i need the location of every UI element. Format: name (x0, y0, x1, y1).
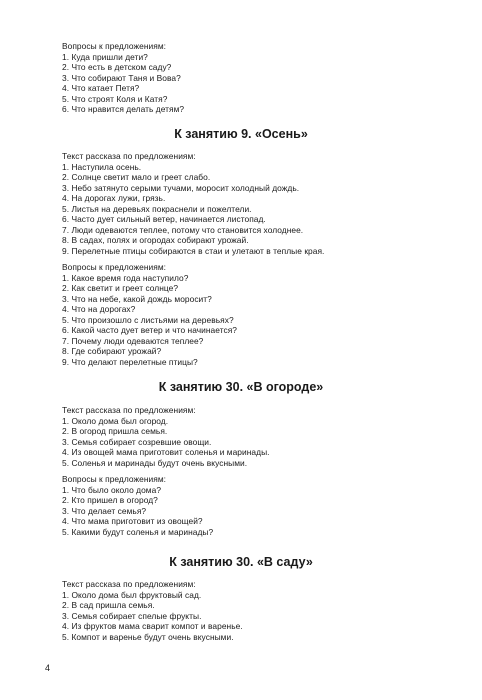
question-item: 4. Что на дорогах? (62, 304, 136, 314)
question-item: 4. Что катает Петя? (62, 83, 140, 93)
story-sentence: 1. Около дома был огород. (62, 415, 169, 426)
story-sentence: 2. В сад пришла семья. (62, 600, 155, 610)
story-sentence: 5. Компот и варенье будут очень вкусными. (62, 631, 234, 642)
question-item: 2. Кто пришел в огород? (62, 495, 158, 505)
story-heading: Текст рассказа по предложениям: (62, 579, 196, 589)
question-item: 2. Что есть в детском саду? (62, 62, 172, 72)
garden-story-block (62, 405, 442, 468)
question-item: 6. Что нравится делать детям? (62, 104, 185, 114)
story-sentence: 1. Наступила осень. (62, 161, 142, 172)
questions-heading: Вопросы к предложениям: (62, 262, 167, 272)
story-sentence: 9. Перелетные птицы собираются в стаи и улетают в теплые края. (62, 245, 325, 256)
question-item: 1. Куда пришли дети? (62, 51, 148, 62)
question-item: 7. Почему люди одеваются теплее? (62, 335, 204, 346)
questions-heading: Вопросы к предложениям: (62, 41, 167, 51)
story-sentence: 7. Люди одеваются теплее, потому что становится холоднее. (62, 224, 304, 235)
question-item: 5. Что строят Коля и Катя? (62, 93, 168, 104)
garden-questions-block (62, 474, 442, 537)
prev-questions-block (62, 41, 442, 115)
question-item: 9. Что делают перелетные птицы? (62, 356, 198, 367)
question-item: 8. Где собирают урожай? (62, 346, 162, 356)
story-heading: Текст рассказа по предложениям: (62, 405, 196, 415)
story-sentence: 8. В садах, полях и огородах собирают урожай. (62, 235, 249, 245)
orchard-story-block (62, 579, 442, 642)
story-sentence: 2. В огород пришла семья. (62, 426, 168, 436)
story-sentence: 3. Небо затянуто серыми тучами, моросит холодный дождь. (62, 182, 300, 193)
section-title-garden: К занятию 30. «В огороде» (158, 380, 324, 394)
questions-heading: Вопросы к предложениям: (62, 474, 167, 484)
question-item: 6. Какой часто дует ветер и что начинается? (62, 325, 238, 335)
autumn-questions-block (62, 262, 442, 367)
question-item: 4. Что мама приготовит из овощей? (62, 516, 203, 526)
story-sentence: 3. Семья собирает созревшие овощи. (62, 436, 212, 447)
question-item: 1. Что было около дома? (62, 484, 162, 495)
story-sentence: 4. Из фруктов мама сварит компот и варенье. (62, 621, 243, 631)
story-sentence: 4. На дорогах лужи, грязь. (62, 193, 166, 203)
story-sentence: 6. Часто дует сильный ветер, начинается листопад. (62, 214, 266, 224)
story-sentence: 1. Около дома был фруктовый сад. (62, 589, 202, 600)
story-sentence: 5. Соленья и маринады будут очень вкусными. (62, 457, 248, 468)
question-item: 3. Что на небе, какой дождь моросит? (62, 293, 212, 304)
question-item: 1. Какое время года наступило? (62, 272, 189, 283)
story-heading: Текст рассказа по предложениям: (62, 151, 196, 161)
story-sentence: 2. Солнце светит мало и греет слабо. (62, 172, 211, 182)
question-item: 3. Что собирают Таня и Вова? (62, 72, 181, 83)
story-sentence: 5. Листья на деревьях покраснели и пожелтели. (62, 203, 252, 214)
section-title-autumn: К занятию 9. «Осень» (174, 127, 308, 141)
question-item: 2. Как светит и греет солнце? (62, 283, 179, 293)
page-number: 4 (45, 663, 51, 673)
section-title-orchard: К занятию 30. «В саду» (169, 555, 313, 569)
story-sentence: 4. Из овощей мама приготовит соленья и маринады. (62, 447, 270, 457)
autumn-story-block (62, 151, 442, 256)
story-sentence: 3. Семья собирает спелые фрукты. (62, 610, 202, 621)
question-item: 5. Какими будут соленья и маринады? (62, 526, 214, 537)
question-item: 3. Что делает семья? (62, 505, 147, 516)
question-item: 5. Что произошло с листьями на деревьях? (62, 314, 234, 325)
